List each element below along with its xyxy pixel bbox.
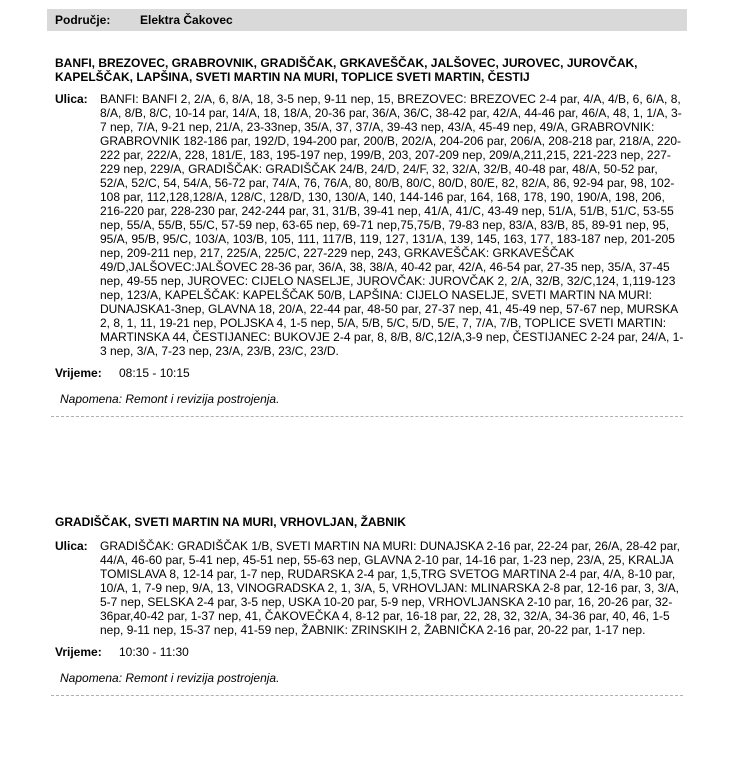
- street-list: BANFI: BANFI 2, 2/A, 6, 8/A, 18, 3-5 nep, 9-11 nep, 15, BREZOVEC: BREZOVEC 2-4 par, 4/A, 4/B, 6, 6/A, 8, 8/A, 8/B, 8/C, 10-14 par, 14/A, 18, 18/A, 20-36 par, 36/A, 36/C, 38-42 par, 42/A, 44-46 par, 46/A, 48, 1, 1/A, 3-7 nep, 7/A, 9-21 nep, 21/A, 23-33nep, 35/A, 37, 37/A, 39-43 nep, 43/A, 45-49 nep, 49/A, GRABROVNIK: GRABROVNIK 182-186 par, 192/D, 194-200 par, 200/B, 202/A, 204-206 par, 206/A, 208-218 par, 218/A, 220-222 par, 222/A, 228, 181/E, 183, 195-197 nep, 199/B, 203, 207-209 nep, 209/A,211,215, 221-223 nep, 227-229 nep, 229/A, GRADIŠČAK: GRADIŠČAK 24/B, 24/D, 24/F, 32, 32/A, 32/B, 40-48 par, 48/A, 50-52 par, 52/A, 52/C, 54, 54/A, 56-72 par, 74/A, 76, 76/A, 80, 80/B, 80/C, 80/D, 80/E, 82, 82/A, 86, 92-94 par, 98, 102-108 par, 112,128,128/A, 128/C, 128/D, 130, 130/A, 140, 144-146 par, 164, 168, 178, 190, 190/A, 198, 206, 216-220 par, 228-230 par, 242-244 par, 31, 31/B, 39-41 nep, 41/A, 41/C, 43-49 nep, 51/A, 51/B, 51/C, 53-55 nep, 55/A, 55/B, 55/C, 57-59 nep, 63-65 nep, 69-71 nep,75,75/B, 79-83 nep, 83/A, 83/B, 85, 89-91 nep, 95, 95/A, 95/B, 95/C, 103/A, 103/B, 105, 111, 117/B, 119, 127, 131/A, 139, 145, 163, 177, 183-187 nep, 201-205 nep, 209-211 nep, 217, 225/A, 225/C, 227-229 nep, 243, GRKAVEŠČAK: GRKAVEŠČAK 49/D,JALŠOVEC:JALŠOVEC 28-36 par, 36/A, 38, 38/A, 40-42 par, 42/A, 46-54 par, 27-35 nep, 35/A, 37-45 nep, 49-55 nep, JUROVEC: CIJELO NASELJE, JUROVČAK: JUROVČAK 2, 2/A, 32/B, 32/C,124, 1,119-123 nep, 123/A, KAPELŠČAK: KAPELŠČAK 50/B, LAPŠINA: CIJELO NASELJE, SVETI MARTIN NA MURI: DUNAJSKA1-3nep, GLAVNA 18, 20/A, 22-44 par, 48-50 par, 27-37 nep, 41, 45-49 nep, 57-67 nep, MURSKA 2, 8, 1, 11, 19-21 nep, POLJSKA 4, 1-5 nep, 5/A, 5/B, 5/C, 5/D, 5/E, 7, 7/A, 7/B, TOPLICE SVETI MARTIN: MARTINSKA 44, ČESTIJANEC: BUKOVJE 2-4 par, 8, 8/B, 8/C,12/A,3-9 nep, ČESTIJANEC 2-24 par, 24/A, 1-3 nep, 3/A, 7-23 nep, 23/A, 23/B, 23/C, 23/D.: [100, 92, 684, 358]
- section-divider: [51, 695, 683, 696]
- street-label: Ulica:: [55, 92, 88, 106]
- time-label: Vrijeme:: [55, 645, 102, 659]
- area-header: [47, 9, 687, 31]
- outage-section-1: [55, 56, 685, 417]
- note: Napomena: Remont i revizija postrojenja.: [60, 671, 280, 685]
- time-row: [55, 645, 685, 659]
- street-row: [55, 539, 685, 637]
- section-title: BANFI, BREZOVEC, GRABROVNIK, GRADIŠČAK, GRKAVEŠČAK, JALŠOVEC, JUROVEC, JUROVČAK, KAPELŠČAK, LAPŠINA, SVETI MARTIN NA MURI, TOPLICE SVETI MARTIN, ČESTIJ: [55, 56, 638, 84]
- note: Napomena: Remont i revizija postrojenja.: [60, 392, 280, 406]
- area-value: Elektra Čakovec: [140, 13, 233, 27]
- time-value: 10:30 - 11:30: [119, 645, 189, 659]
- street-label: Ulica:: [55, 539, 88, 553]
- street-list: GRADIŠČAK: GRADIŠČAK 1/B, SVETI MARTIN NA MURI: DUNAJSKA 2-16 par, 22-24 par, 26/A, 28-42 par, 44/A, 46-60 par, 5-41 nep, 45-51 nep, 55-63 nep, GLAVNA 2-10 par, 14-16 par, 1-23 nep, 23/A, 25, KRALJA TOMISLAVA 8, 12-14 par, 1-7 nep, RUDARSKA 2-4 par, 1,5,TRG SVETOG MARTINA 2-4 par, 4/A, 8-10 par, 10/A, 1, 7-9 nep, 9/A, 13, VINOGRADSKA 2, 1, 3/A, 5, VRHOVLJAN: MLINARSKA 2-8 par, 12-16 par, 3, 3/A, 5-7 nep, SELSKA 2-4 par, 3-5 nep, USKA 10-20 par, 5-9 nep, VRHOVLJANSKA 2-10 par, 16, 20-26 par, 32-36par,40-42 par, 1-37 nep, 41, ČAKOVEČKA 4, 8-12 par, 16-18 par, 22, 28, 32, 32/A, 34-36 par, 40, 46, 1-5 nep, 9-11 nep, 15-37 nep, 41-59 nep, ŽABNIK: ZRINSKIH 2, ŽABNIČKA 2-16 par, 20-22 par, 1-17 nep.: [100, 539, 680, 637]
- section-divider: [51, 416, 683, 417]
- section-title: GRADIŠČAK, SVETI MARTIN NA MURI, VRHOVLJAN, ŽABNIK: [55, 515, 406, 529]
- time-value: 08:15 - 10:15: [119, 366, 190, 380]
- street-row: [55, 92, 685, 358]
- outage-section-2: [55, 515, 685, 696]
- time-row: [55, 366, 685, 380]
- area-label: Područje:: [55, 13, 111, 27]
- time-label: Vrijeme:: [55, 366, 102, 380]
